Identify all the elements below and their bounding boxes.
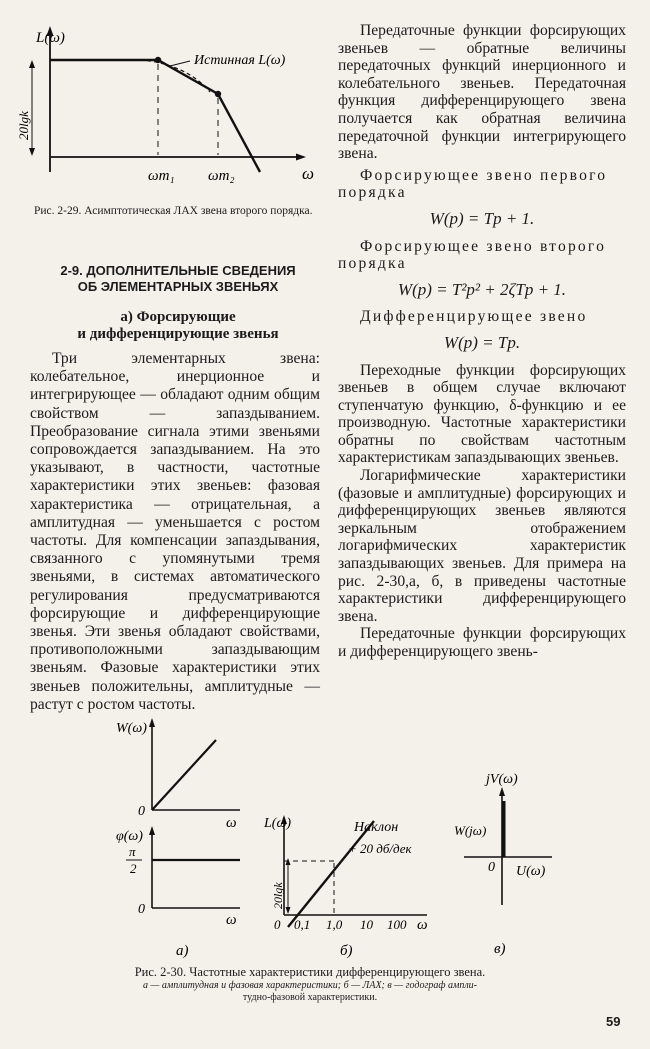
caption-main: Рис. 2-30. Частотные характеристики дифференцирующего звена.	[134, 965, 486, 979]
figure-2-30a	[112, 712, 262, 962]
figure-2-29-caption	[34, 205, 326, 218]
left-column	[30, 350, 320, 714]
formula-first-order: W(p) = Tp + 1.	[429, 208, 535, 228]
c-letter: в)	[494, 941, 506, 957]
b-lah-line	[288, 821, 374, 927]
right-paragraph-2: Переходные функции форсирующих звеньев в общем случае включают ступенчатую функцию, δ-функцию и ее производную. Частотные характеристики обратны по свойствам частотным характеристикам запаздывающих звеньев.	[338, 361, 626, 467]
subsection-title-line2: и дифференцирующие звенья	[77, 326, 279, 342]
x-axis-arrow	[296, 154, 306, 161]
section-title	[28, 263, 328, 295]
a-lower-omega: ω	[226, 912, 237, 928]
left-paragraph: Три элементарных звена: колебательное, инерционное и интегрирующее — обладают одним общим свойством — запаздыванием. Преобразование сигнала этими звеньями сопровождается запаздыванием. На это указывают, в частности, частотные характеристики этих звеньев: фазовая характеристика — отрицательная, а амплитудная — уменьшается с ростом частоты. Для компенсации запаздывания, связанного с упомянутыми тремя звеньями, в системах автоматического регулирования предусматриваются форсирующие и дифференцирующие звенья. Эти звенья обладают свойствами, противоположными запаздывающим звеньям. Фазовые характеристики этих звеньев положительны, амплитудные — растут с ростом частоты.	[30, 350, 320, 713]
a-upper-y-arrow	[149, 718, 155, 727]
b-tick-10b: 10	[360, 917, 373, 932]
formula-second-order: W(p) = T²p² + 2ζTp + 1.	[397, 279, 567, 299]
c-u-label: U(ω)	[516, 864, 546, 879]
level-arrow-top	[29, 60, 35, 68]
a-letter: а)	[176, 943, 189, 959]
b-tick-01: 0,1	[294, 917, 311, 932]
a-phi-label: φ(ω)	[116, 829, 143, 844]
caption-number: Рис. 2-29.	[34, 205, 82, 217]
figure-2-30-caption	[40, 965, 580, 1004]
x-axis-label: ω	[302, 164, 315, 183]
a-lower-y-arrow	[149, 826, 155, 835]
b-tick-100: 100	[387, 917, 407, 932]
true-curve-label: Истинная L(ω)	[194, 53, 286, 68]
c-zero: 0	[488, 860, 495, 875]
heading-differentiating: Дифференцирующее звено	[360, 308, 588, 326]
b-level-arrow-bottom	[286, 907, 291, 914]
c-y-arrow	[499, 787, 505, 796]
y-axis-label: L(ω)	[36, 30, 65, 46]
break-point-1	[155, 57, 161, 63]
level-label: 20lgk	[16, 111, 31, 140]
right-paragraph-4: Передаточные функции форсирующих и дифференцирующего звень-	[338, 625, 626, 660]
b-letter: б)	[340, 943, 353, 959]
formula-differentiating: W(p) = Tp.	[443, 332, 521, 352]
c-w-label: W(jω)	[454, 823, 487, 838]
section-title-line1: 2-9. ДОПОЛНИТЕЛЬНЫЕ СВЕДЕНИЯ	[60, 263, 296, 278]
caption-sub2: тудно-фазовой характеристики.	[242, 992, 378, 1003]
b-slope-line2: + 20 дб/дек	[348, 841, 412, 856]
a-pi: π	[129, 844, 136, 859]
b-tick-10: 1,0	[326, 917, 343, 932]
true-curve-pointer	[170, 61, 190, 66]
a-upper-omega: ω	[226, 815, 237, 831]
a-pi-den: 2	[130, 861, 137, 876]
figure-2-30b	[262, 805, 444, 960]
subsection-title-line1: а) Форсирующие	[120, 309, 236, 325]
a-amplitude-line	[152, 740, 216, 810]
asymptotic-lah	[50, 60, 260, 172]
right-paragraph-1: Передаточные функции форсирующих звеньев — обратные величины передаточных функций инерционного и колебательного звеньев. Передаточная функция дифференцирующего звена получается как обратная величина передаточной функции интегрирующего звена.	[338, 22, 626, 163]
right-paragraph-3: Логарифмические характеристики (фазовые и амплитудные) форсирующих и дифференцирующих звеньев являются зеркальным отображением логарифмических характеристик запаздывающих звеньев. Для примера на рис. 2-30,а, б, в приведены частотные характеристики дифференцирующего звена.	[338, 467, 626, 625]
a-upper-zero: 0	[138, 804, 145, 819]
c-jv-label: jV(ω)	[486, 772, 518, 787]
right-column	[338, 22, 626, 661]
a-lower-zero: 0	[138, 902, 145, 917]
section-title-line2: ОБ ЭЛЕМЕНТАРНЫХ ЗВЕНЬЯХ	[77, 279, 279, 294]
subsection-title	[28, 309, 328, 343]
b-slope-line1: Наклон	[354, 820, 399, 835]
caption-sub1: а — амплитудная и фазовая характеристики; б — ЛАХ; в — годограф ампли-	[142, 980, 478, 991]
b-tick-0: 0	[274, 917, 281, 932]
heading-forcing-first-order: Форсирующее звено первого порядка	[338, 166, 608, 202]
a-w-label: W(ω)	[116, 721, 147, 736]
figure-2-30c	[452, 765, 572, 960]
caption-text: Асимптотическая ЛАХ звена второго порядка.	[84, 205, 313, 217]
tick-omega1: ωт₁	[148, 168, 175, 184]
heading-forcing-second-order: Форсирующее звено второго порядка	[338, 237, 607, 273]
b-omega: ω	[417, 917, 428, 933]
figure-2-29	[16, 22, 320, 192]
break-point-2	[215, 91, 221, 97]
level-arrow-bottom	[29, 148, 35, 156]
b-l-label: L(ω)	[264, 816, 291, 831]
b-level-label: 20lgk	[271, 882, 285, 909]
tick-omega2: ωт₂	[208, 168, 235, 184]
page-number: 59	[606, 1014, 621, 1029]
